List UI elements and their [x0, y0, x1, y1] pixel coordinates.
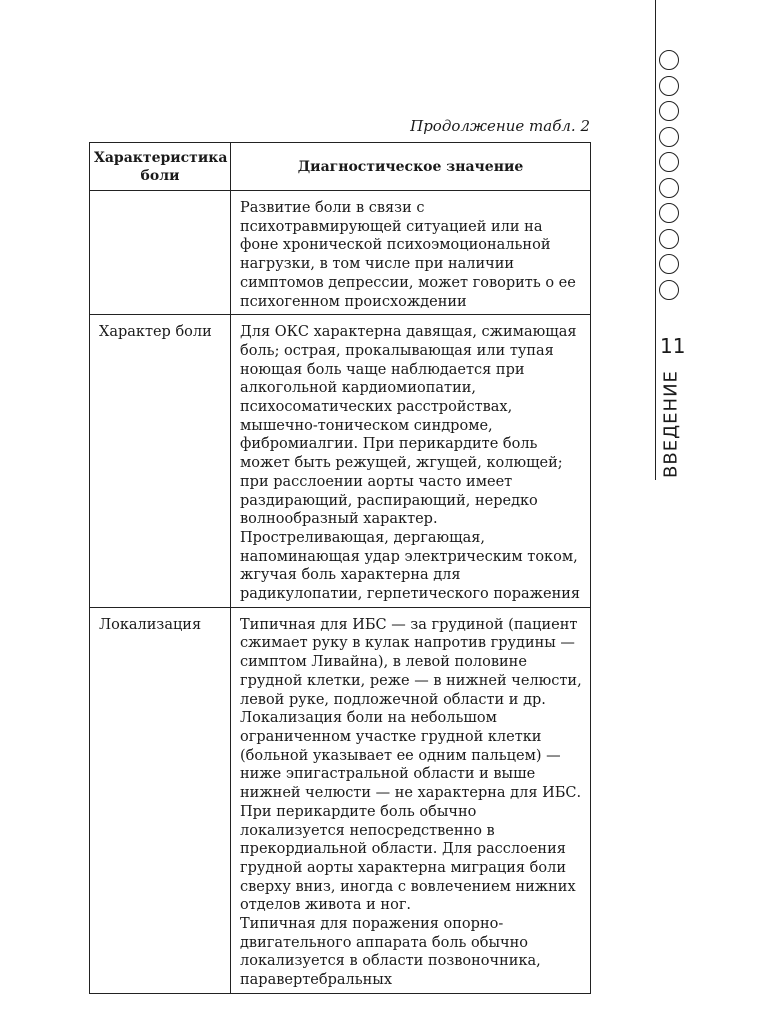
header-pain-characteristic: Характеристика боли — [90, 143, 231, 191]
section-title: ВВЕДЕНИЕ — [660, 370, 682, 478]
table-caption: Продолжение табл. 2 — [410, 117, 590, 135]
circle-ornament — [659, 50, 679, 70]
row-text-cell — [231, 607, 591, 993]
table-row — [90, 607, 591, 993]
circle-ornament — [659, 152, 679, 172]
circle-ornament — [659, 76, 679, 96]
table-header-row — [90, 143, 591, 191]
row-text-paragraph: Типичная для ИБС — за грудиной (пациент сжимает руку в кулак напротив грудины — симптом Ливайна), в левой половине грудной клетки, реже — в нижней челюсти, левой руке, подложечной области и др. Локализация боли на небольшом ограниченном участке грудной клетки (больной указывает ее одним пальцем) — ниже эпигастральной области и выше нижней челюсти — не характерна для ИБС. При перикардите боль обычно локализуется непосредственно в прекордиальной области. Для расслоения грудной аорты характерна миграция боли сверху вниз, иногда с вовлечением нижних отделов живота и ног. — [240, 616, 582, 914]
circle-ornament — [659, 229, 679, 249]
row-label — [90, 191, 231, 315]
row-text: Для ОКС характерна давящая, сжимающая боль; острая, прокалывающая или тупая ноющая боль чаще наблюдается при алкогольной кардиомиопатии, психосоматических расстройствах, мышечно-тоническом синдроме, фибромиалгии. При перикардите боль может быть режущей, жгущей, колющей; при расслоении аорты часто имеет раздирающий, распирающий, нередко волнообразный характер. Простреливающая, дергающая, напоминающая удар электрическим током, жгучая боль характерна для радикулопатии, герпетического поражения — [231, 315, 591, 608]
circle-ornament — [659, 101, 679, 121]
table-row — [90, 191, 591, 315]
row-label: Характер боли — [90, 315, 231, 608]
circle-ornament — [659, 203, 679, 223]
header-diagnostic-value: Диагностическое значение — [231, 143, 591, 191]
row-text-paragraph: Типичная для поражения опорно-двигательного аппарата боль обычно локализуется в области позвоночника, паравертебральных — [240, 916, 541, 989]
decorative-circles — [659, 50, 681, 305]
circle-ornament — [659, 127, 679, 147]
margin-rule — [655, 0, 656, 480]
circle-ornament — [659, 254, 679, 274]
row-text: Развитие боли в связи с психотравмирующей ситуацией или на фоне хронической психоэмоциональной нагрузки, в том числе при наличии симптомов депрессии, может говорить о ее психогенном происхождении — [231, 191, 591, 315]
row-label: Локализация — [90, 607, 231, 993]
diagnostic-table — [89, 142, 591, 994]
circle-ornament — [659, 280, 679, 300]
circle-ornament — [659, 178, 679, 198]
page-number: 11 — [660, 334, 686, 358]
table-row — [90, 315, 591, 608]
